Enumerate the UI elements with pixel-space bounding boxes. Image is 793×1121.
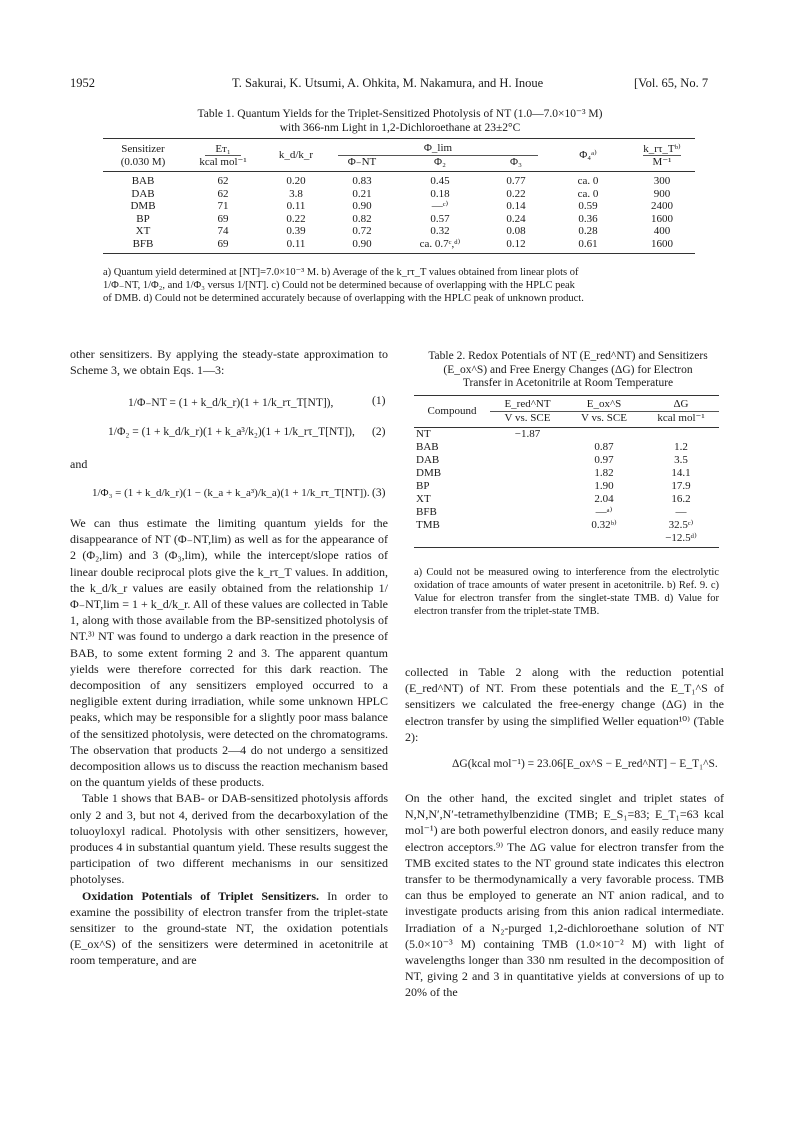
table2-cell: 14.1 bbox=[671, 467, 691, 479]
table1-cell: 0.57 bbox=[430, 212, 450, 225]
table1-footnote-line: 1/Φ₋NT, 1/Φ₂, and 1/Φ₃ versus 1/[NT]. c) Could not be determined because of overlapping with the HPLC peak bbox=[103, 280, 575, 291]
left-body bbox=[70, 515, 388, 969]
table2-cell: 0.87 bbox=[594, 441, 614, 453]
table-row bbox=[414, 467, 719, 480]
table1-cell: 69 bbox=[217, 212, 229, 225]
table1-cell: 1600 bbox=[651, 212, 673, 225]
table2-caption-line: Table 2. Redox Potentials of NT (E_red^NT) and Sensitizers bbox=[428, 350, 708, 362]
table2-cell bbox=[490, 519, 565, 532]
table1-cell: 0.59 bbox=[578, 200, 598, 212]
table1-cell: 0.12 bbox=[506, 237, 526, 250]
body-paragraph-text: In order to examine the possibility of electron transfer from the triplet-state sensitizer to the ground-state NT, the oxidation potentials (E_ox^S) of the sensitizers were determined in acetonitrile at room temperature, and are bbox=[70, 888, 389, 968]
table1-caption-line2: with 366-nm Light in 1,2-Dichloroethane at 23±2°C bbox=[279, 122, 521, 134]
table2-cell bbox=[414, 532, 490, 548]
table1-head-philim: Φ_lim bbox=[338, 142, 538, 156]
table1-cell: 0.20 bbox=[286, 175, 306, 187]
table2-cell: 16.2 bbox=[671, 493, 691, 505]
table1-head-sensitizer: Sensitizer bbox=[121, 142, 165, 155]
table1-cell: 0.08 bbox=[506, 225, 526, 237]
table1-cell: 0.22 bbox=[286, 212, 306, 225]
table2-cell: 3.5 bbox=[674, 454, 688, 466]
table1-cell: 0.77 bbox=[506, 175, 526, 187]
table1-cell: 0.45 bbox=[430, 175, 450, 187]
table1-cell: 0.90 bbox=[352, 200, 372, 212]
table1-cell: 0.11 bbox=[286, 200, 306, 212]
table1-cell: 0.83 bbox=[352, 175, 372, 187]
section-heading: Oxidation Potentials of Triplet Sensitizers. bbox=[82, 888, 320, 903]
table2-head-unit: V vs. SCE bbox=[504, 412, 551, 424]
table2-cell: 1.82 bbox=[594, 467, 614, 479]
table1-cell: 74 bbox=[217, 225, 229, 237]
equation-3-number: (3) bbox=[372, 487, 386, 499]
and-text: and bbox=[70, 457, 88, 471]
table2-head-eox: E_ox^S bbox=[565, 396, 643, 412]
table1-head-phi4: Φ₄ᵃ⁾ bbox=[579, 148, 597, 161]
table2-header-row bbox=[414, 396, 719, 412]
table-row bbox=[414, 441, 719, 454]
body-paragraph: Table 1 shows that BAB- or DAB-sensitized photolysis affords only 2 and 3, but not 4, derived from the decarboxylation of the toluoyloxyl radical. Photolysis with other sensitizers, however, produces 4 in substantial quantum yield. These results suggest the participation of two different mechanisms in our sensitized photolyses. bbox=[70, 791, 388, 887]
table1-cell: 0.72 bbox=[352, 225, 372, 237]
table2-footnote: a) Could not be measured owing to interference from the electrolytic oxidation of trace amounts of water present in acetonitrile. b) Ref. 9. c) Value for electron transfer from the singlet-state TMB. d) Value for electron transfer from the triplet-state TMB. bbox=[414, 567, 719, 617]
table2-cell: DMB bbox=[416, 467, 442, 479]
table1 bbox=[103, 138, 695, 254]
equation-1: 1/Φ₋NT = (1 + k_d/k_r)(1 + 1/k_rτ_T[NT]), bbox=[128, 397, 334, 409]
table1-cell: 69 bbox=[217, 237, 229, 250]
table2-cell bbox=[643, 428, 719, 442]
table1-head-krtt: k_rτ_Tᵇ⁾ bbox=[643, 142, 681, 155]
table1-cell: 400 bbox=[653, 225, 671, 237]
table1-head-krtt-unit: M⁻¹ bbox=[652, 155, 672, 168]
table1-cell: 0.14 bbox=[506, 200, 526, 212]
table1-cell: 62 bbox=[217, 175, 229, 187]
table2-cell bbox=[490, 454, 565, 467]
table-row bbox=[414, 532, 719, 548]
table-row bbox=[103, 213, 695, 226]
table2-cell: 32.5ᶜ⁾ bbox=[668, 519, 694, 531]
table1-cell: 0.11 bbox=[286, 237, 306, 250]
table2-cell bbox=[490, 441, 565, 454]
table1-cell: —ᶜ⁾ bbox=[431, 200, 449, 212]
table1-head-et-unit: kcal mol⁻¹ bbox=[199, 155, 247, 168]
body-paragraph: We can thus estimate the limiting quantum yields for the disappearance of NT (Φ₋NT,lim) as well as for the appearance of 2 (Φ₂,lim) and 3 (Φ₃,lim), while the intercept/slope ratios of linear double reciprocal plots give the k_rτ_T values. In addition, the k_d/k_r values are easily obtained from the relationship 1/Φ₋NT,lim = 1 + k_d/k_r. All of these values are collected in Table 1, along with those available from the BP-sensitized photolysis of NT.³⁾ NT was found to undergo a dark reaction in the presence of BAB, to some extent forming 2 and 3. The apparent quantum yields were therefore corrected for this dark reaction. The decomposition of any sensitizers employed occurred to a negligible extent during irradiation, while some unknown HPLC peaks, which may be responsible for a slightly poor mass balance of the sensitized photolysis, were detected on the chromatograms. The observation that products 2—4 do not undergo a sensitized decomposition allows us to discuss the reaction mechanism based on the quantum yields of these products. bbox=[70, 516, 388, 790]
table1-cell: 71 bbox=[217, 200, 229, 212]
table1-footnote-line: of DMB. d) Could not be determined accurately because of overlapping with the HPLC peak of unknown product. bbox=[103, 293, 584, 304]
table1-cell: ca. 0 bbox=[577, 187, 599, 200]
left-intro bbox=[70, 346, 388, 378]
table2-head-unit: V vs. SCE bbox=[581, 412, 627, 424]
body-paragraph bbox=[70, 888, 388, 969]
right-para1 bbox=[405, 664, 724, 745]
table1-head-phint: Φ₋NT bbox=[347, 155, 377, 168]
table1-cell: 3.8 bbox=[289, 187, 303, 200]
body-paragraph: collected in Table 2 along with the reduction potential (E_red^NT) of NT. From these potentials and the E_T₁^S of sensitizers we calculated the free-energy change (ΔG) in the electron transfer by using the simplified Weller equation¹⁰⁾ (Table 2): bbox=[405, 665, 724, 744]
table2-cell: DAB bbox=[416, 454, 440, 466]
table2-cell: XT bbox=[416, 493, 431, 505]
table1-cell: DAB bbox=[131, 187, 155, 200]
table-row bbox=[103, 238, 695, 254]
table2-head-compound: Compound bbox=[427, 405, 477, 417]
table2-cell: −1.87 bbox=[514, 428, 541, 440]
table2-cell: NT bbox=[416, 428, 431, 440]
table2-cell bbox=[490, 493, 565, 506]
table2-head-dg: ΔG bbox=[643, 396, 719, 412]
table2-cell: — bbox=[675, 506, 687, 518]
table2-cell: —ᵃ⁾ bbox=[595, 506, 613, 518]
table2-head-unit: kcal mol⁻¹ bbox=[657, 412, 705, 424]
equation-2-number: (2) bbox=[372, 426, 386, 438]
table1-cell: XT bbox=[135, 225, 151, 237]
table1-cell: 0.90 bbox=[352, 237, 372, 250]
table1-cell: 0.18 bbox=[430, 187, 450, 200]
table1-cell: 0.28 bbox=[578, 225, 598, 237]
table1-caption-line1: Table 1. Quantum Yields for the Triplet-Sensitized Photolysis of NT (1.0—7.0×10⁻³ M) bbox=[197, 108, 603, 120]
page-number: 1952 bbox=[70, 76, 95, 90]
table2 bbox=[414, 395, 719, 548]
table1-head-phi2: Φ₂ bbox=[434, 155, 446, 168]
equation-3: 1/Φ₃ = (1 + k_d/k_r)(1 − (k_a + k_a³)/k_a)(1 + 1/k_rτ_T[NT]). bbox=[92, 487, 370, 499]
table2-cell bbox=[490, 480, 565, 493]
table-row bbox=[103, 200, 695, 213]
table2-cell: 1.2 bbox=[674, 441, 688, 453]
table1-cell: 900 bbox=[653, 187, 671, 200]
table2-cell: BAB bbox=[416, 441, 439, 453]
journal-volume: [Vol. 65, No. 7 bbox=[634, 76, 709, 90]
right-para2 bbox=[405, 790, 724, 1001]
table1-cell: 0.82 bbox=[352, 212, 372, 225]
table1-cell: 0.21 bbox=[352, 187, 372, 200]
table2-caption-line: (E_ox^S) and Free Energy Changes (ΔG) for Electron bbox=[443, 363, 693, 376]
table2-cell: 17.9 bbox=[671, 480, 691, 492]
table-row bbox=[103, 188, 695, 201]
intro-paragraph: other sensitizers. By applying the steady-state approximation to Scheme 3, we obtain Eqs. 1—3: bbox=[70, 347, 388, 378]
table2-cell: 2.04 bbox=[594, 493, 614, 505]
table2-cell bbox=[565, 428, 643, 442]
table2-cell: BFB bbox=[416, 506, 437, 518]
table2-cell: TMB bbox=[416, 519, 440, 531]
table1-header-row bbox=[103, 139, 695, 156]
table1-cell: ca. 0.7ᶜ,ᵈ⁾ bbox=[419, 237, 461, 250]
table1-head-et: Eᴛ₁ bbox=[205, 143, 240, 156]
table-row bbox=[414, 454, 719, 467]
table1-cell: 0.36 bbox=[578, 212, 598, 225]
table-row bbox=[414, 480, 719, 493]
table-row bbox=[103, 225, 695, 238]
table-row bbox=[414, 428, 719, 442]
table1-caption bbox=[60, 107, 740, 135]
table1-cell: BFB bbox=[132, 237, 154, 250]
table1-head-conc: (0.030 M) bbox=[120, 155, 166, 168]
table1-footnotes bbox=[103, 266, 703, 305]
table1-cell: 0.24 bbox=[506, 212, 526, 225]
equation-1-number: (1) bbox=[372, 395, 386, 407]
table-row bbox=[414, 493, 719, 506]
body-paragraph: On the other hand, the excited singlet and triplet states of N,N,N′,N′-tetramethylbenzidine (TMB; E_S₁=83; E_T₁=63 kcal mol⁻¹) are both powerful electron donors, and easily reduce many electron acceptors.⁹⁾ The ΔG value for electron transfer from the TMB excited states to the NT ground state indicates this electron transfer to be thermodynamically a very favorable process. TMB can thus be employed to generate an NT anion radical, and to investigate products arising from this anion radical intermediate. Irradiation of a N₂-purged 1,2-dichloroethane solution of NT (5.0×10⁻³ M) containing TMB (1.0×10⁻² M) with light of wavelengths longer than 330 nm resulted in the decomposition of NT, giving 2 and 3 in quantitative yields at conversions of up to 20% of the bbox=[405, 791, 724, 1000]
table2-cell bbox=[490, 506, 565, 519]
table1-cell: BAB bbox=[131, 175, 155, 187]
table1-cell: 0.39 bbox=[286, 225, 306, 237]
running-authors: T. Sakurai, K. Utsumi, A. Ohkita, M. Nakamura, and H. Inoue bbox=[232, 76, 544, 90]
table1-cell: 0.61 bbox=[578, 237, 598, 250]
table1-cell: BP bbox=[136, 212, 150, 225]
table2-head-ered: E_red^NT bbox=[490, 396, 565, 412]
table2-cell bbox=[490, 532, 565, 548]
table2-caption bbox=[408, 350, 728, 391]
table1-cell: DMB bbox=[130, 200, 156, 212]
table1-cell: ca. 0 bbox=[577, 175, 599, 187]
table2-cell: 1.90 bbox=[594, 480, 614, 492]
table2-cell: BP bbox=[416, 480, 430, 492]
table2-cell: −12.5ᵈ⁾ bbox=[665, 532, 697, 544]
table2-caption-line: Transfer in Acetonitrile at Room Temperature bbox=[462, 377, 674, 389]
table2-cell: 0.32ᵇ⁾ bbox=[591, 519, 617, 531]
table1-cell: 1600 bbox=[651, 237, 673, 250]
table1-cell: 300 bbox=[653, 175, 671, 187]
table1-head-phi3: Φ₃ bbox=[510, 155, 522, 168]
table2-cell bbox=[490, 467, 565, 480]
table1-cell: 0.32 bbox=[430, 225, 450, 237]
table2-cell: 0.97 bbox=[594, 454, 614, 466]
weller-equation: ΔG(kcal mol⁻¹) = 23.06[E_ox^S − E_red^NT] − E_T₁^S. bbox=[452, 758, 718, 770]
table1-footnote-line: a) Quantum yield determined at [NT]=7.0×10⁻³ M. b) Average of the k_rτ_T values obtained from linear plots of bbox=[103, 267, 579, 278]
table1-head-kdkr: k_d/k_r bbox=[278, 148, 314, 161]
table-row bbox=[414, 506, 719, 519]
table2-cell bbox=[565, 532, 643, 548]
table-row bbox=[103, 172, 695, 188]
table1-cell: 62 bbox=[217, 187, 229, 200]
table-row bbox=[414, 519, 719, 532]
table1-cell: 2400 bbox=[651, 200, 673, 212]
equation-2: 1/Φ₂ = (1 + k_d/k_r)(1 + k_a³/k₂)(1 + 1/k_rτ_T[NT]), bbox=[108, 426, 355, 438]
table1-cell: 0.22 bbox=[506, 187, 526, 200]
